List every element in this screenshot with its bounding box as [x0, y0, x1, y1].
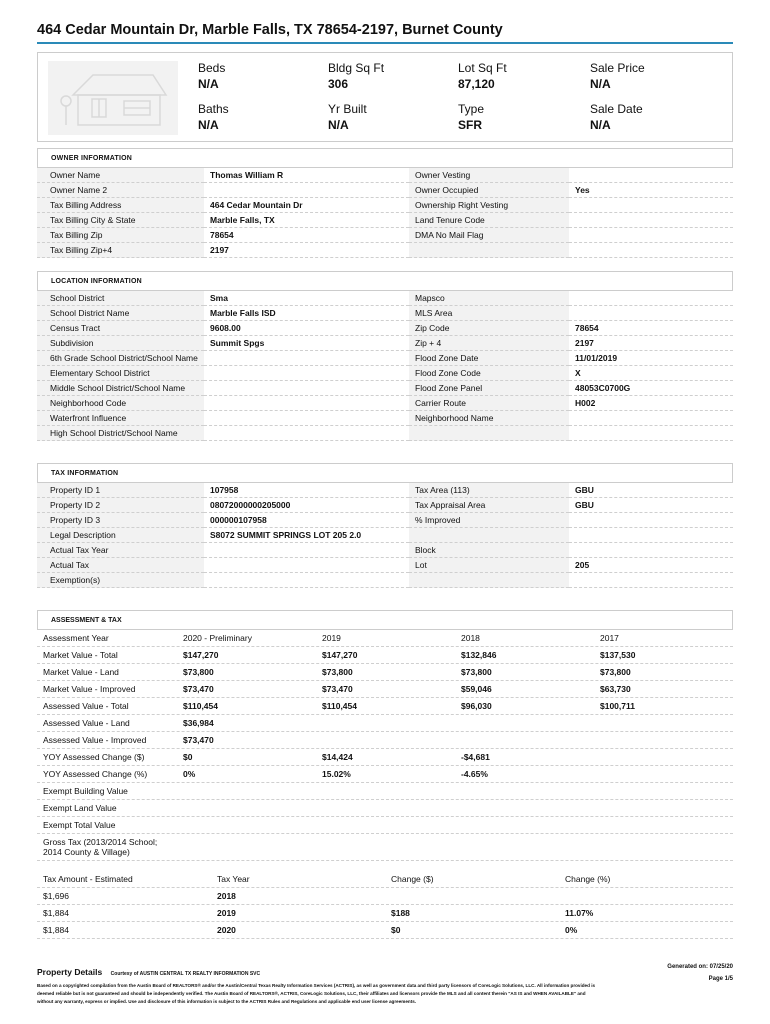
field-value: 2019 — [217, 908, 236, 918]
baths-label: Baths — [198, 102, 229, 116]
field-value: $73,470 — [183, 735, 214, 745]
field-value: $73,470 — [183, 684, 214, 694]
table-row — [37, 291, 733, 306]
field-label: Flood Zone Panel — [409, 381, 569, 396]
field-value — [177, 817, 316, 833]
field-label: Mapsco — [409, 291, 569, 306]
field-value: $1,696 — [43, 891, 69, 901]
field-label: Neighborhood Code — [37, 396, 204, 411]
footer-courtesy: Courtesy of AUSTIN CENTRAL TX REALTY INFORMATION SVC — [110, 971, 261, 977]
field-value: Marble Falls ISD — [204, 306, 409, 321]
field-value: $36,984 — [183, 718, 214, 728]
field-value: H002 — [569, 396, 733, 411]
bldg-sqft-value: 306 — [328, 77, 349, 91]
field-value — [204, 351, 409, 366]
field-label: Tax Billing Address — [37, 198, 204, 213]
table-row — [37, 766, 733, 783]
field-label: YOY Assessed Change (%) — [43, 769, 148, 779]
field-value — [569, 291, 733, 306]
field-value: 205 — [569, 558, 733, 573]
section-heading: TAX INFORMATION — [37, 463, 733, 483]
field-value: $1,884 — [43, 925, 69, 935]
field-value: $73,800 — [322, 667, 353, 677]
field-value: Yes — [569, 183, 733, 198]
table-row — [37, 800, 733, 817]
tax-estimate-table — [37, 871, 733, 939]
field-value — [316, 732, 455, 748]
field-value — [316, 800, 455, 816]
field-value — [177, 783, 316, 799]
field-value — [385, 888, 559, 904]
field-value: 2197 — [569, 336, 733, 351]
field-label: School District — [37, 291, 204, 306]
field-value — [569, 411, 733, 426]
beds-value: N/A — [198, 77, 219, 91]
field-label: DMA No Mail Flag — [409, 228, 569, 243]
house-placeholder-icon — [48, 61, 178, 135]
field-label: Tax Appraisal Area — [409, 498, 569, 513]
yr-built-label: Yr Built — [328, 102, 367, 116]
field-value — [204, 411, 409, 426]
field-value: 2197 — [204, 243, 409, 258]
field-value: 48053C0700G — [569, 381, 733, 396]
field-value: 464 Cedar Mountain Dr — [204, 198, 409, 213]
yr-built-value: N/A — [328, 118, 349, 132]
field-label: Land Tenure Code — [409, 213, 569, 228]
assessment-tax-section — [37, 610, 733, 939]
field-label: MLS Area — [409, 306, 569, 321]
field-label: Market Value - Improved — [43, 684, 136, 694]
lot-sqft-cell — [458, 61, 507, 91]
table-header-row — [37, 871, 733, 888]
field-label: Owner Name 2 — [37, 183, 204, 198]
column-header: Change (%) — [565, 874, 611, 884]
assessment-table — [37, 630, 733, 861]
field-label: Subdivision — [37, 336, 204, 351]
field-label: Exempt Total Value — [43, 820, 116, 830]
table-row — [37, 681, 733, 698]
field-value — [204, 573, 409, 588]
table-row — [37, 366, 733, 381]
column-header: Tax Year — [217, 874, 250, 884]
field-value: $137,530 — [600, 650, 636, 660]
table-header-row — [37, 630, 733, 647]
field-value — [569, 306, 733, 321]
field-label: Property ID 2 — [37, 498, 204, 513]
field-label: 6th Grade School District/School Name — [37, 351, 204, 366]
field-value: $73,800 — [600, 667, 631, 677]
field-value — [569, 573, 733, 588]
title-divider — [37, 42, 733, 44]
field-value: Thomas William R — [204, 168, 409, 183]
field-value: $14,424 — [322, 752, 353, 762]
field-value — [455, 732, 594, 748]
field-label: Market Value - Total — [43, 650, 118, 660]
table-row — [37, 647, 733, 664]
field-value — [455, 834, 594, 860]
generated-date: Generated on: 07/25/20 — [667, 964, 733, 970]
page-title: 464 Cedar Mountain Dr, Marble Falls, TX 78654-2197, Burnet County — [37, 22, 503, 38]
field-label: Legal Description — [37, 528, 204, 543]
owner-information-section — [37, 148, 733, 258]
baths-cell — [198, 102, 229, 132]
field-value: $110,454 — [322, 701, 357, 711]
field-label: Census Tract — [37, 321, 204, 336]
table-row — [37, 426, 733, 441]
field-value: GBU — [569, 483, 733, 498]
field-value — [316, 817, 455, 833]
field-value: 15.02% — [322, 769, 351, 779]
field-label: Property ID 1 — [37, 483, 204, 498]
field-label: Assessed Value - Land — [43, 718, 130, 728]
field-value: 107958 — [204, 483, 409, 498]
table-row — [37, 817, 733, 834]
table-row — [37, 213, 733, 228]
section-heading: OWNER INFORMATION — [37, 148, 733, 168]
field-value: $188 — [391, 908, 410, 918]
field-value: $147,270 — [322, 650, 358, 660]
field-value: S8072 SUMMIT SPRINGS LOT 205 2.0 — [204, 528, 409, 543]
field-value: -4.65% — [461, 769, 488, 779]
field-value — [569, 228, 733, 243]
field-value — [569, 243, 733, 258]
field-label: Exempt Building Value — [43, 786, 128, 796]
field-value: $96,030 — [461, 701, 492, 711]
type-value: SFR — [458, 118, 482, 132]
property-summary — [37, 52, 733, 142]
table-row — [37, 905, 733, 922]
field-label: High School District/School Name — [37, 426, 204, 441]
field-value: $73,470 — [322, 684, 353, 694]
column-header: 2020 - Preliminary — [183, 633, 252, 643]
table-row — [37, 922, 733, 939]
sale-price-cell — [590, 61, 645, 91]
field-value — [204, 381, 409, 396]
yr-built-cell — [328, 102, 367, 132]
field-label: Ownership Right Vesting — [409, 198, 569, 213]
field-value: 11.07% — [565, 908, 594, 918]
table-row — [37, 243, 733, 258]
field-value — [594, 783, 733, 799]
sale-price-label: Sale Price — [590, 61, 645, 75]
field-value: Sma — [204, 291, 409, 306]
table-row — [37, 513, 733, 528]
table-row — [37, 698, 733, 715]
field-value: $59,046 — [461, 684, 492, 694]
field-value — [455, 800, 594, 816]
field-value: 2018 — [217, 891, 236, 901]
field-label: Zip + 4 — [409, 336, 569, 351]
type-cell — [458, 102, 484, 132]
footer-disclaimer: Based on a copyrighted compilation from the Austin Board of REALTORS® and/or the Austin/Central Texas Realty Information Services (ACTRIS), as well as government data and third party licensors of CoreLogic Solutions, LLC. All information provided is deemed reliable but is not guaranteed and should be independently verified. The Austin Board of REALTORS®, ACTRIS, CoreLogic Solutions, LLC, their affiliates and licensors provide the MLS and all content therein "AS IS and WHEN AVAILABLE" and without any warranty, express or implied. Use and disclosure of this information is subject to the ACTRIS Rules and Regulations and applicable end user license agreements. — [37, 983, 596, 1004]
field-label: School District Name — [37, 306, 204, 321]
field-label: Carrier Route — [409, 396, 569, 411]
table-row — [37, 749, 733, 766]
field-value — [594, 834, 733, 860]
column-header: Assessment Year — [43, 633, 109, 643]
tax-table — [37, 483, 733, 588]
field-value — [569, 426, 733, 441]
field-value — [594, 766, 733, 782]
field-label: Actual Tax Year — [37, 543, 204, 558]
field-value — [204, 543, 409, 558]
field-value — [204, 183, 409, 198]
field-label — [409, 573, 569, 588]
field-value: $147,270 — [183, 650, 219, 660]
section-heading: LOCATION INFORMATION — [37, 271, 733, 291]
table-row — [37, 228, 733, 243]
field-value: $110,454 — [183, 701, 218, 711]
field-value — [594, 800, 733, 816]
field-label: Gross Tax (2013/2014 School; 2014 County & Village) — [43, 837, 158, 857]
baths-value: N/A — [198, 118, 219, 132]
field-value — [316, 834, 455, 860]
field-label: Exemption(s) — [37, 573, 204, 588]
field-value — [569, 168, 733, 183]
table-row — [37, 321, 733, 336]
field-value: GBU — [569, 498, 733, 513]
field-value: 0% — [565, 925, 578, 935]
field-value — [455, 783, 594, 799]
field-value: Marble Falls, TX — [204, 213, 409, 228]
field-value — [455, 817, 594, 833]
table-row — [37, 351, 733, 366]
table-row — [37, 573, 733, 588]
page-footer — [37, 962, 733, 1006]
field-value — [204, 366, 409, 381]
location-table — [37, 291, 733, 441]
table-row — [37, 498, 733, 513]
field-value: $0 — [183, 752, 193, 762]
field-value: $100,711 — [600, 701, 635, 711]
field-value — [316, 783, 455, 799]
lot-sqft-label: Lot Sq Ft — [458, 61, 507, 75]
field-value: 0% — [183, 769, 196, 779]
field-label: Zip Code — [409, 321, 569, 336]
field-value: 08072000000205000 — [204, 498, 409, 513]
sale-date-label: Sale Date — [590, 102, 643, 116]
table-row — [37, 381, 733, 396]
table-row — [37, 411, 733, 426]
column-header: Change ($) — [391, 874, 434, 884]
field-label: Elementary School District — [37, 366, 204, 381]
field-value: $0 — [391, 925, 401, 935]
field-value — [569, 543, 733, 558]
table-row — [37, 715, 733, 732]
location-information-section — [37, 271, 733, 441]
field-label: Market Value - Land — [43, 667, 119, 677]
sale-price-value: N/A — [590, 77, 611, 91]
field-value — [569, 198, 733, 213]
beds-cell — [198, 61, 225, 91]
field-value — [204, 558, 409, 573]
field-value: $73,800 — [183, 667, 214, 677]
field-label: Owner Occupied — [409, 183, 569, 198]
table-row — [37, 888, 733, 905]
field-label: Tax Billing City & State — [37, 213, 204, 228]
field-value — [316, 715, 455, 731]
sale-date-cell — [590, 102, 643, 132]
bldg-sqft-label: Bldg Sq Ft — [328, 61, 385, 75]
field-value — [177, 800, 316, 816]
owner-table — [37, 168, 733, 258]
field-value — [569, 213, 733, 228]
page-number: Page 1/5 — [708, 976, 733, 982]
field-value: 78654 — [204, 228, 409, 243]
field-value: 000000107958 — [204, 513, 409, 528]
field-value: 78654 — [569, 321, 733, 336]
table-row — [37, 306, 733, 321]
field-label: Actual Tax — [37, 558, 204, 573]
table-row — [37, 396, 733, 411]
field-label: Tax Area (113) — [409, 483, 569, 498]
column-header: 2018 — [461, 633, 480, 643]
field-value: $132,846 — [461, 650, 497, 660]
field-label: Middle School District/School Name — [37, 381, 204, 396]
field-label — [409, 426, 569, 441]
field-value — [204, 396, 409, 411]
field-label: Tax Billing Zip+4 — [37, 243, 204, 258]
field-label: % Improved — [409, 513, 569, 528]
table-row — [37, 543, 733, 558]
field-value: $63,730 — [600, 684, 631, 694]
column-header: 2017 — [600, 633, 619, 643]
field-label: YOY Assessed Change ($) — [43, 752, 145, 762]
field-value: -$4,681 — [461, 752, 490, 762]
field-value — [594, 749, 733, 765]
footer-title: Property Details — [37, 967, 103, 977]
field-value — [569, 528, 733, 543]
table-row — [37, 183, 733, 198]
table-row — [37, 168, 733, 183]
field-value — [455, 715, 594, 731]
beds-label: Beds — [198, 61, 226, 75]
column-header: 2019 — [322, 633, 341, 643]
field-value: X — [569, 366, 733, 381]
field-value — [177, 834, 316, 860]
field-label: Flood Zone Date — [409, 351, 569, 366]
field-value: 2020 — [217, 925, 236, 935]
field-label: Assessed Value - Improved — [43, 735, 147, 745]
field-label: Waterfront Influence — [37, 411, 204, 426]
table-row — [37, 732, 733, 749]
field-label — [409, 528, 569, 543]
table-row — [37, 528, 733, 543]
field-label — [409, 243, 569, 258]
field-value — [594, 817, 733, 833]
table-row — [37, 664, 733, 681]
field-label: Owner Vesting — [409, 168, 569, 183]
field-value — [594, 732, 733, 748]
table-row — [37, 336, 733, 351]
field-label: Property ID 3 — [37, 513, 204, 528]
lot-sqft-value: 87,120 — [458, 77, 495, 91]
field-value: Summit Spgs — [204, 336, 409, 351]
field-label: Block — [409, 543, 569, 558]
table-row — [37, 834, 733, 861]
field-value — [204, 426, 409, 441]
field-value: 11/01/2019 — [569, 351, 733, 366]
bldg-sqft-cell — [328, 61, 384, 91]
field-value — [594, 715, 733, 731]
field-label: Lot — [409, 558, 569, 573]
column-header: Tax Amount - Estimated — [43, 874, 133, 884]
type-label: Type — [458, 102, 485, 116]
field-label: Neighborhood Name — [409, 411, 569, 426]
table-row — [37, 783, 733, 800]
table-row — [37, 558, 733, 573]
field-label: Assessed Value - Total — [43, 701, 129, 711]
table-row — [37, 198, 733, 213]
field-value: 9608.00 — [204, 321, 409, 336]
field-value — [569, 513, 733, 528]
field-label: Tax Billing Zip — [37, 228, 204, 243]
field-value — [559, 888, 733, 904]
sale-date-value: N/A — [590, 118, 611, 132]
section-heading: ASSESSMENT & TAX — [37, 610, 733, 630]
tax-information-section — [37, 463, 733, 588]
table-row — [37, 483, 733, 498]
field-label: Flood Zone Code — [409, 366, 569, 381]
field-label: Exempt Land Value — [43, 803, 117, 813]
field-value: $1,884 — [43, 908, 69, 918]
field-label: Owner Name — [37, 168, 204, 183]
field-value: $73,800 — [461, 667, 492, 677]
